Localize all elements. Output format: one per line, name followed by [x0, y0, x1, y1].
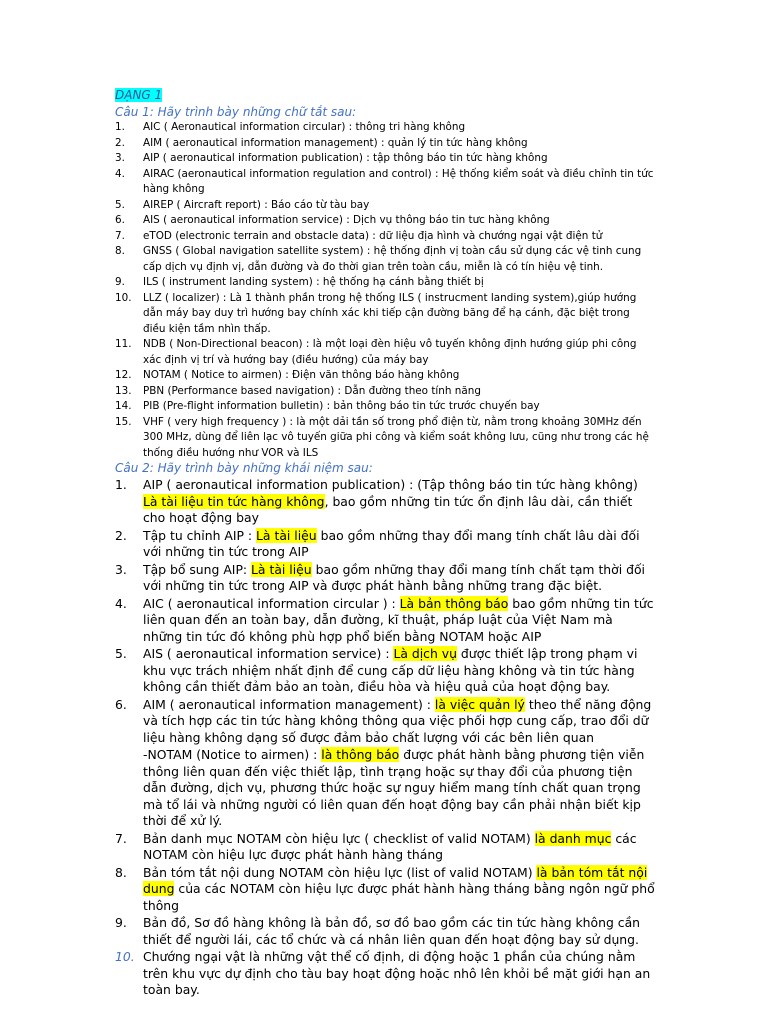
- list-number: 10.: [115, 291, 132, 304]
- list-number: 2.: [115, 136, 125, 149]
- list-number: 4.: [115, 167, 125, 180]
- list-text: GNSS ( Global navigation satellite system) : hệ thống định vị toàn cầu sử dụng các vệ tinh cung cấp dịch vụ định vị, dẫn đường và đo thời gian trên toàn cầu, miễn là có tín hiệu vệ tinh.: [143, 245, 642, 273]
- list-number: 11.: [115, 338, 132, 350]
- list-text: AIC ( Aeronautical information circular) : thông tri hàng không: [143, 121, 466, 133]
- list-text: [143, 596, 655, 646]
- list-item: [115, 477, 655, 527]
- list-item: [115, 229, 655, 245]
- question-2-heading: Câu 2: Hãy trình bày những khái niệm sau:: [115, 461, 373, 475]
- list-number: 14.: [115, 400, 132, 412]
- list-item: [115, 120, 655, 136]
- list-item: [115, 831, 655, 864]
- list-number: 13.: [115, 384, 132, 397]
- list-number: 12.: [115, 369, 132, 381]
- text-part: được thiết lập trong phạm vi khu vực trách nhiệm nhất định để cung cấp dữ liệu hàng không và tin tức hàng không cần thiết đảm bảo an toàn, điều hòa và hiệu quả của hoạt động bay.: [143, 646, 638, 694]
- text-part: Bản tóm tắt nội dung NOTAM còn hiệu lực (list of valid NOTAM): [143, 864, 537, 880]
- list-number: 10.: [115, 949, 135, 964]
- list-item: [115, 949, 655, 999]
- list-number: 1.: [115, 121, 125, 133]
- text-part: AIC ( aeronautical information circular ) :: [143, 595, 400, 611]
- highlighted-text: là thông báo: [321, 747, 400, 762]
- list-number: 9.: [115, 915, 127, 930]
- list-text: [143, 562, 655, 595]
- abbreviation-list: [115, 120, 655, 461]
- highlighted-text: Là tài liệu: [251, 561, 312, 577]
- list-text: AIP ( aeronautical information publication) : tập thông báo tin tức hàng không: [143, 152, 548, 164]
- list-item: [115, 275, 655, 291]
- text-part: theo thể năng động và tích hợp các tin tức hàng không thông qua việc phối hợp cung cấp, trao đổi dữ liệu hàng không dạng số được đảm bảo chất lượng với các bên liên quan: [143, 696, 652, 745]
- list-item: [115, 865, 655, 915]
- list-number: 8.: [115, 245, 125, 257]
- list-item: [115, 399, 655, 415]
- list-text: [143, 646, 655, 696]
- title-highlight: DẠNG 1: [115, 88, 163, 102]
- list-text: [143, 865, 655, 915]
- text-part: Tập bổ sung AIP:: [143, 561, 252, 577]
- text-part: , bao gồm những tin tức ổn định lâu dài, cần thiết cho hoạt động bay: [143, 493, 633, 525]
- list-number: 4.: [115, 595, 127, 611]
- text-part: Bản đồ, Sơ đồ hàng không là bản đồ, sơ đồ bao gồm các tin tức hàng không cần thiết để người lái, các tổ chức và cá nhân liên quan đến hoạt động bay sử dụng.: [143, 915, 641, 947]
- list-item: [115, 415, 655, 462]
- list-item: [115, 337, 655, 368]
- list-item: [115, 596, 655, 646]
- list-item: [115, 697, 655, 747]
- list-text: AIS ( aeronautical information service) : Dịch vụ thông báo tin tưc hàng không: [143, 214, 550, 226]
- list-item: [115, 244, 655, 275]
- list-item: [115, 291, 655, 338]
- list-number: 9.: [115, 276, 125, 288]
- list-number: 6.: [115, 696, 127, 712]
- list-item: [115, 198, 655, 214]
- concept-list: [115, 477, 655, 1000]
- list-number: 15.: [115, 415, 132, 428]
- list-text: LLZ ( localizer) : Là 1 thành phần trong hệ thống ILS ( instrucment landing system),giúp hướng dẫn máy bay duy trì hướng bay chính xác khi tiếp cận đường băng để hạ cánh, đặc biệt trong điều kiện tầm nhìn thấp.: [143, 291, 637, 335]
- list-text: [143, 528, 655, 561]
- list-number: 1.: [115, 477, 127, 492]
- text-part: bao gồm những tin tức liên quan đến an toàn bay, dẫn đường, kĩ thuật, pháp luật của Việt Nam mà những tin tức đó không phù hợp phổ biến bằng NOTAM hoặc AIP: [143, 595, 654, 644]
- question-1-heading: Câu 1: Hãy trình bày những chữ tắt sau:: [115, 105, 357, 119]
- text-part: Chướng ngại vật là những vật thể cố định, di động hoặc 1 phần của chúng nằm trên khu vực dự định cho tàu bay hoạt động hoặc nhô lên khỏi bề mặt giới hạn an toàn bay.: [143, 949, 651, 997]
- list-number: 7.: [115, 229, 125, 242]
- list-item: [115, 528, 655, 561]
- list-text: [143, 949, 655, 999]
- list-text: AIM ( aeronautical information management) : quản lý tin tức hàng không: [143, 136, 528, 149]
- list-text: NOTAM ( Notice to airmen) : Điện văn thông báo hàng không: [143, 369, 460, 381]
- text-part: AIM ( aeronautical information management) :: [143, 696, 435, 712]
- highlighted-text: Là tài liệu: [256, 527, 317, 543]
- list-number: 5.: [115, 198, 125, 211]
- text-part: Tập tu chỉnh AIP :: [143, 527, 257, 543]
- list-number: 8.: [115, 864, 127, 880]
- text-part: bao gồm những thay đổi mang tính chất lâu dài đối với những tin tức trong AIP: [143, 527, 640, 559]
- list-text: [143, 747, 655, 830]
- text-part: bao gồm những thay đổi mang tính chất tạm thời đối với những tin tức trong AIP và được phát hành bằng những trang đặc biệt.: [143, 561, 646, 593]
- highlighted-text: là bản tóm tắt nội dung: [143, 864, 648, 896]
- list-text: PIB (Pre-flight information bulletin) : bản thông báo tin tức trước chuyến bay: [143, 400, 540, 412]
- list-number: [115, 747, 143, 830]
- list-number: 6.: [115, 214, 125, 226]
- list-item: [115, 213, 655, 229]
- list-number: 7.: [115, 830, 127, 846]
- list-number: 2.: [115, 527, 127, 543]
- list-item: [115, 646, 655, 696]
- list-text: ILS ( instrument landing system) : hệ thống hạ cánh bằng thiết bị: [143, 276, 484, 288]
- text-part: Bản danh mục NOTAM còn hiệu lực ( checklist of valid NOTAM): [143, 830, 535, 846]
- highlighted-text: Là bản thông báo: [399, 595, 509, 611]
- highlighted-text: là việc quản lý: [434, 696, 525, 712]
- document-title: [115, 88, 162, 102]
- text-part: của các NOTAM còn hiệu lực được phát hành hàng tháng bằng ngôn ngữ phổ thông: [143, 881, 655, 913]
- highlighted-text: là danh mục: [534, 830, 612, 846]
- list-item: [115, 167, 655, 198]
- list-text: PBN (Performance based navigation) : Dẫn đường theo tính năng: [143, 384, 481, 397]
- text-part: các NOTAM còn hiệu lực được phát hành hàng tháng: [143, 830, 637, 862]
- list-text: eTOD (electronic terrain and obstacle data) : dữ liệu địa hình và chướng ngại vật điện tử: [143, 229, 603, 242]
- list-item: [115, 151, 655, 167]
- list-text: AIRAC (aeronautical information regulation and control) : Hệ thống kiểm soát và điều chỉnh tin tức hàng không: [143, 167, 654, 195]
- list-item: [115, 915, 655, 948]
- list-text: VHF ( very high frequency ) : là một dải tần số trong phổ điện từ, nằm trong khoảng 30MHz đến 300 MHz, dùng để liên lạc vô tuyến giữa phi công và kiểm soát không lưu, cũng như trong các hệ thống điều hướng như VOR và ILS: [143, 415, 649, 459]
- list-text: [143, 915, 655, 948]
- list-number: 3.: [115, 561, 127, 577]
- list-item: [115, 747, 655, 830]
- text-part: -NOTAM (Notice to airmen) :: [143, 747, 322, 762]
- list-item: [115, 562, 655, 595]
- list-text: [143, 697, 655, 747]
- list-number: 5.: [115, 646, 127, 661]
- list-text: NDB ( Non-Directional beacon) : là một loại đèn hiệu vô tuyến không định hướng giúp phi công xác định vị trí và hướng bay (điều hướng) của máy bay: [143, 338, 637, 366]
- highlighted-text: Là tài liệu tin tức hàng không: [143, 493, 325, 509]
- list-text: AIREP ( Aircraft report) : Báo cáo từ tàu bay: [143, 198, 370, 211]
- list-number: 3.: [115, 152, 125, 164]
- list-text: [143, 477, 655, 527]
- text-part: AIS ( aeronautical information service) :: [143, 646, 394, 661]
- list-item: [115, 136, 655, 152]
- list-item: [115, 368, 655, 384]
- list-item: [115, 384, 655, 400]
- list-text: [143, 831, 655, 864]
- text-part: AIP ( aeronautical information publication) : (Tập thông báo tin tức hàng không): [143, 477, 638, 492]
- highlighted-text: Là dịch vụ: [393, 646, 457, 661]
- text-part: được phát hành bằng phương tiện viễn thông liên quan đến việc thiết lập, tình trạng hoặc sự thay đổi của phương tiện dẫn đường, dịch vụ, phương thức hoặc sự nguy hiểm mang tính chất quan trọng mà tổ lái và những người có liên quan đến hoạt động bay cần phải nhận biết kịp thời để xử lý.: [143, 747, 645, 828]
